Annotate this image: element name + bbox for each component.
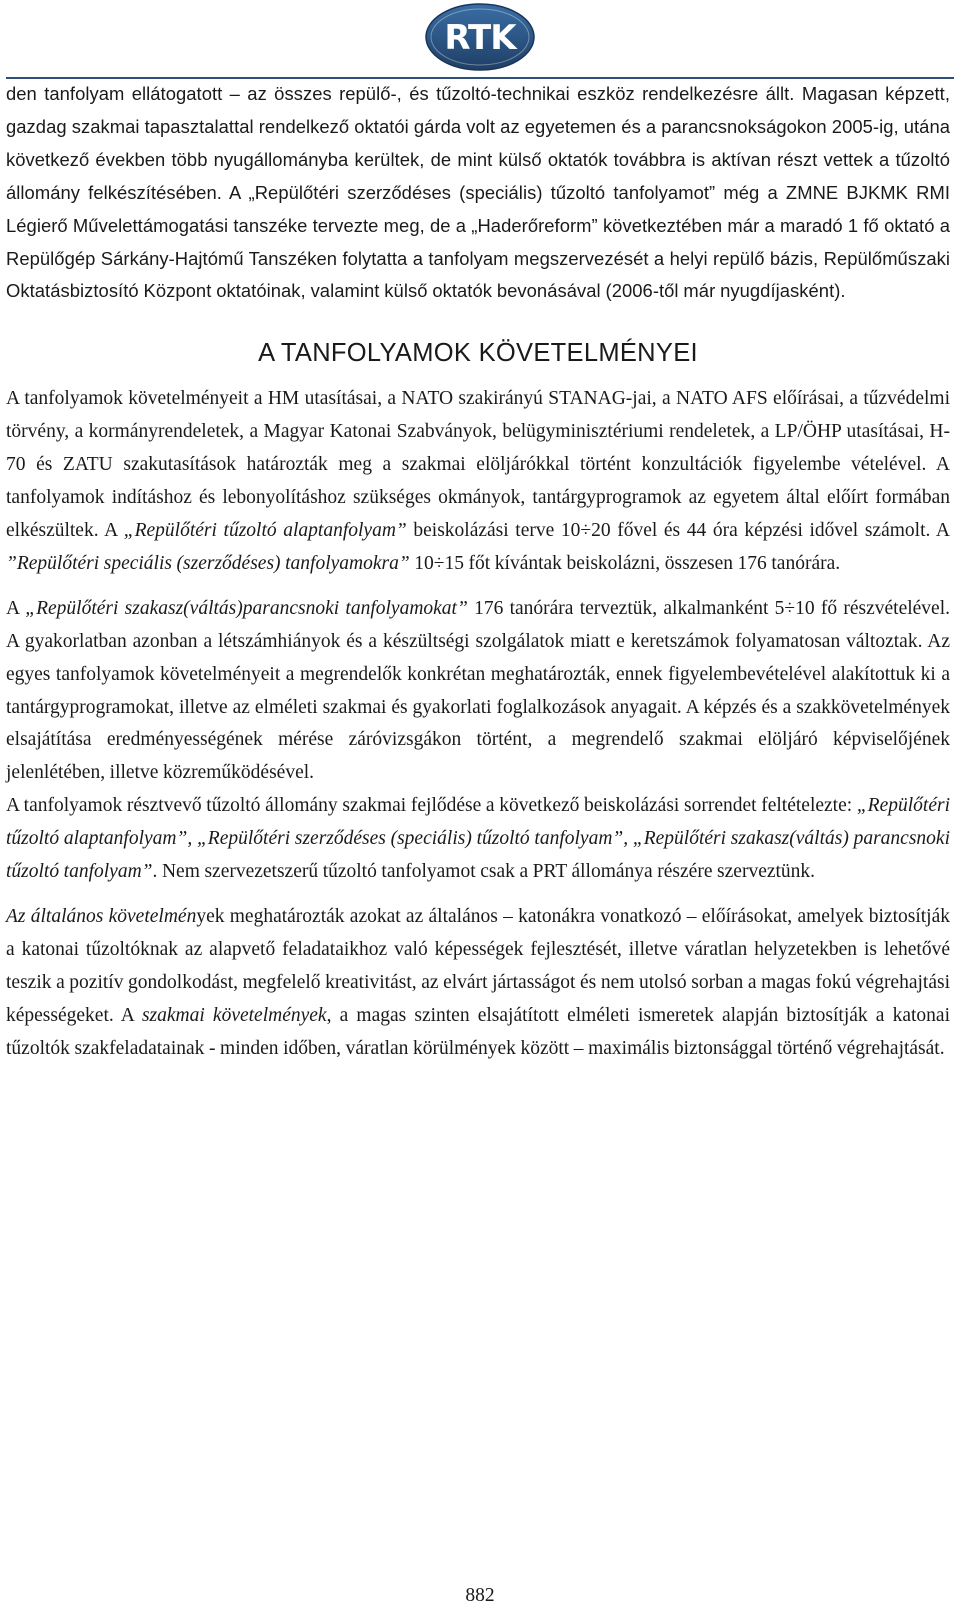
text-run: 176 tanórára terveztük, alkalmanként 5÷10 fő részvételével. A gyakorlatban azonban a létszámhiányok és a készültségi szolgálatok miatt e keretszámok folyamatosan változtak. Az egyes tanfolyamok követelményeit a megrendelők konkrétan meghatározták, ennek figyelembevételével alakítottuk ki a tantárgyprogramokat, illetve az elméleti szakmai és gyakorlati foglalkozások anyagait. A képzés és a szakkövetelmények elsajátítása eredményességének mérése záróvizsgákon történt, a megrendelő szakmai elöljáró képviselőjének jelenlétében, illetve közreműködésével.: [6, 597, 950, 784]
paragraph-staff: [6, 78, 950, 308]
rtk-logo: [424, 2, 536, 72]
page-number: 882: [465, 1585, 495, 1606]
text-run: A: [6, 597, 26, 619]
italic-course-name: „Repülőtéri szakasz(váltás)parancsnoki tanfolyamokat”: [25, 597, 468, 619]
italic-course-names: „Repülőtéri tűzoltó alaptanfolyam”, „Repülőtéri szerződéses (speciális) tűzoltó tanfolyam”, „Repülőtéri szakasz(váltás) parancsnoki tűzoltó tanfolyam”: [6, 795, 950, 883]
text-run: A tanfolyamok követelményeit a HM utasításai, a NATO szakirányú STANAG-jai, a NATO AFS előírásai, a tűzvédelmi törvény, a kormányrendeletek, a Magyar Katonai Szabványok, belügyminisztériumi rendeletek, a LP/ÖHP utasításai, H-70 és ZATU szakutasítások határozták meg a szakmai elöljárókkal történt konzultációk figyelembe vételével. A tanfolyamok indításhoz és lebonyolításhoz szükséges okmányok, tantárgyprogramok az egyetem által előírt formában elkészültek. A: [6, 388, 950, 541]
text-run: beiskolázási terve 10÷20 fővel és 44 óra képzési idővel számolt. A: [406, 519, 950, 541]
text-run: . Nem szervezetszerű tűzoltó tanfolyamot csak a PRT állománya részére szerveztünk.: [152, 861, 816, 883]
text-run: 10÷15 főt kívántak beiskolázni, összesen 176 tanórára.: [409, 552, 841, 574]
page-header: [0, 0, 960, 82]
text-run: A tanfolyamok résztvevő tűzoltó állomány szakmai fejlődése a következő beiskolázási sorrendet feltételezte:: [6, 795, 857, 817]
text-run: , a magas szinten elsajátított elméleti ismeretek alapján biztosítják a katonai tűzoltók szakfeladatainak - minden időben, váratlan körülmények között – maximális biztonsággal történő végrehajtását.: [6, 1004, 950, 1059]
paragraph-staff-text: den tanfolyam ellátogatott – az összes repülő-, és tűzoltó-technikai eszköz rendelkezésre állt. Magasan képzett, gazdag szakmai tapasztalattal rendelkező oktatói gárda volt az egyetemen és a parancsnokságokon 2005-ig, utána következő években több nyugállományba kerültek, de mint külső oktatók továbbra is aktívan részt vettek a tűzoltó állomány felkészítésében.: [6, 83, 950, 203]
section-heading: A TANFOLYAMOK KÖVETELMÉNYEI: [258, 339, 698, 368]
page-body: [6, 78, 950, 1065]
paragraph-special-course-text: A „Repülőtéri szerződéses (speciális) tűzoltó tanfolyamot” még a ZMNE BJKMK RMI Légierő Művelettámogatási tanszéke tervezte meg, de a „Haderőreform” következtében már a maradó 1 fő oktató a Repülőgép Sárkány-Hajtómű Tanszéken folytatta a tanfolyam megszervezését a helyi repülő bázis, Repülőműszaki Oktatásbiztosító Központ oktatóinak, valamint külső oktatók bevonásával (2006-től már nyugdíjasként).: [6, 181, 950, 302]
paragraph-commander-course: [6, 593, 950, 790]
paragraph-general-requirements: [6, 901, 950, 1066]
text-run: yek meghatározták azokat az általános – katonákra vonatkozó – előírásokat, amelyek biztosítják a katonai tűzoltóknak az alapvető feladataikhoz való képességek fejlesztését, illetve váratlan helyzetekben is lehetővé teszik a pozitív gondolkodást, megfelelő kreativitást, az elvárt jártasságot és nem utolsó sorban a magas fokú végrehajtási képességeket. A: [6, 905, 950, 1026]
logo-text: RTK: [444, 18, 516, 58]
paragraph-course-order: [6, 790, 950, 889]
italic-term: szakmai követelmények: [141, 1004, 327, 1026]
italic-course-name: ”Repülőtéri speciális (szerződéses) tanfolyamokra”: [6, 552, 410, 574]
italic-course-name: „Repülőtéri tűzoltó alaptanfolyam”: [123, 519, 407, 541]
italic-term: Az általános követelmén: [6, 905, 197, 927]
paragraph-requirements: [6, 383, 950, 580]
